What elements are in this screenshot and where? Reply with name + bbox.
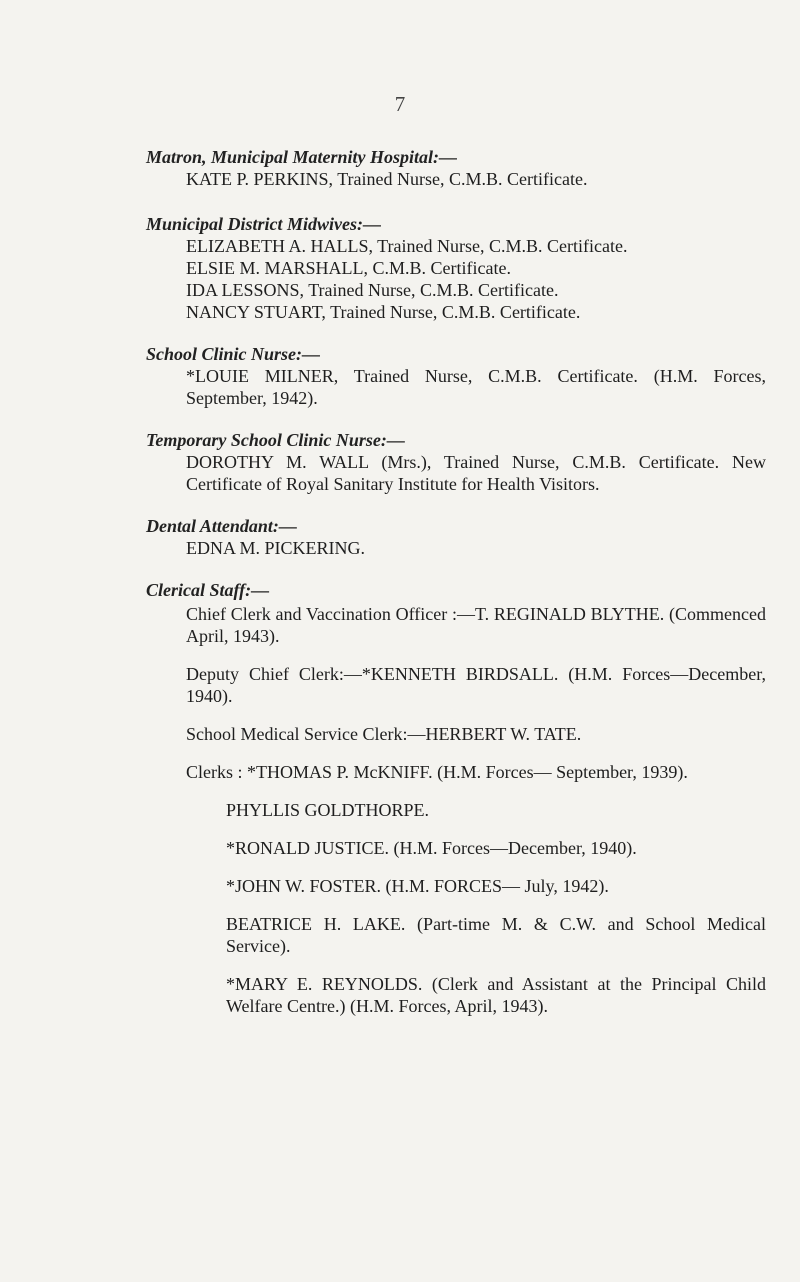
- staff-entry: Chief Clerk and Vaccination Officer :—T. REGINALD BLYTHE. (Commenced April, 1943).: [186, 604, 766, 646]
- staff-entry: KATE P. PERKINS, Trained Nurse, C.M.B. Certificate.: [186, 169, 588, 189]
- staff-entry: ELSIE M. MARSHALL, C.M.B. Certificate.: [186, 258, 511, 278]
- section-heading: Matron, Municipal Maternity Hospital:—: [146, 147, 458, 167]
- clerk-entry: *JOHN W. FOSTER. (H.M. FORCES— July, 1942).: [226, 876, 609, 896]
- section-dental-attendant: [146, 515, 766, 559]
- section-school-clinic-nurse: [146, 343, 766, 409]
- staff-entry: EDNA M. PICKERING.: [186, 538, 366, 558]
- staff-entry: NANCY STUART, Trained Nurse, C.M.B. Certificate.: [186, 302, 581, 322]
- staff-entry: DOROTHY M. WALL (Mrs.), Trained Nurse, C.M.B. Certificate. New Certificate of Royal Sanitary Institute for Health Visitors.: [186, 452, 766, 494]
- staff-entry: *LOUIE MILNER, Trained Nurse, C.M.B. Certificate. (H.M. Forces, September, 1942).: [186, 366, 766, 408]
- section-midwives: [146, 213, 766, 323]
- clerk-entry: BEATRICE H. LAKE. (Part-time M. & C.W. and School Medical Service).: [226, 914, 766, 956]
- section-heading: School Clinic Nurse:—: [146, 344, 321, 364]
- section-matron: [146, 146, 766, 190]
- clerk-entry: *RONALD JUSTICE. (H.M. Forces—December, 1940).: [226, 838, 637, 858]
- clerk-entry: PHYLLIS GOLDTHORPE.: [226, 800, 430, 820]
- clerk-entry: *MARY E. REYNOLDS. (Clerk and Assistant at the Principal Child Welfare Centre.) (H.M. Forces, April, 1943).: [226, 974, 766, 1016]
- page-number: 7: [394, 92, 406, 116]
- section-heading: Municipal District Midwives:—: [146, 214, 382, 234]
- staff-entry: Clerks : *THOMAS P. McKNIFF. (H.M. Forces— September, 1939).: [186, 762, 688, 782]
- section-temporary-school-clinic-nurse: [146, 429, 766, 495]
- staff-list: [146, 146, 766, 1037]
- section-heading: Clerical Staff:—: [146, 580, 270, 600]
- section-heading: Temporary School Clinic Nurse:—: [146, 430, 405, 450]
- staff-entry: School Medical Service Clerk:—HERBERT W. TATE.: [186, 724, 582, 744]
- section-heading: Dental Attendant:—: [146, 516, 297, 536]
- staff-entry: ELIZABETH A. HALLS, Trained Nurse, C.M.B. Certificate.: [186, 236, 628, 256]
- staff-entry: IDA LESSONS, Trained Nurse, C.M.B. Certificate.: [186, 280, 559, 300]
- section-clerical-staff: [146, 579, 766, 1017]
- staff-entry: Deputy Chief Clerk:—*KENNETH BIRDSALL. (H.M. Forces—December, 1940).: [186, 664, 766, 706]
